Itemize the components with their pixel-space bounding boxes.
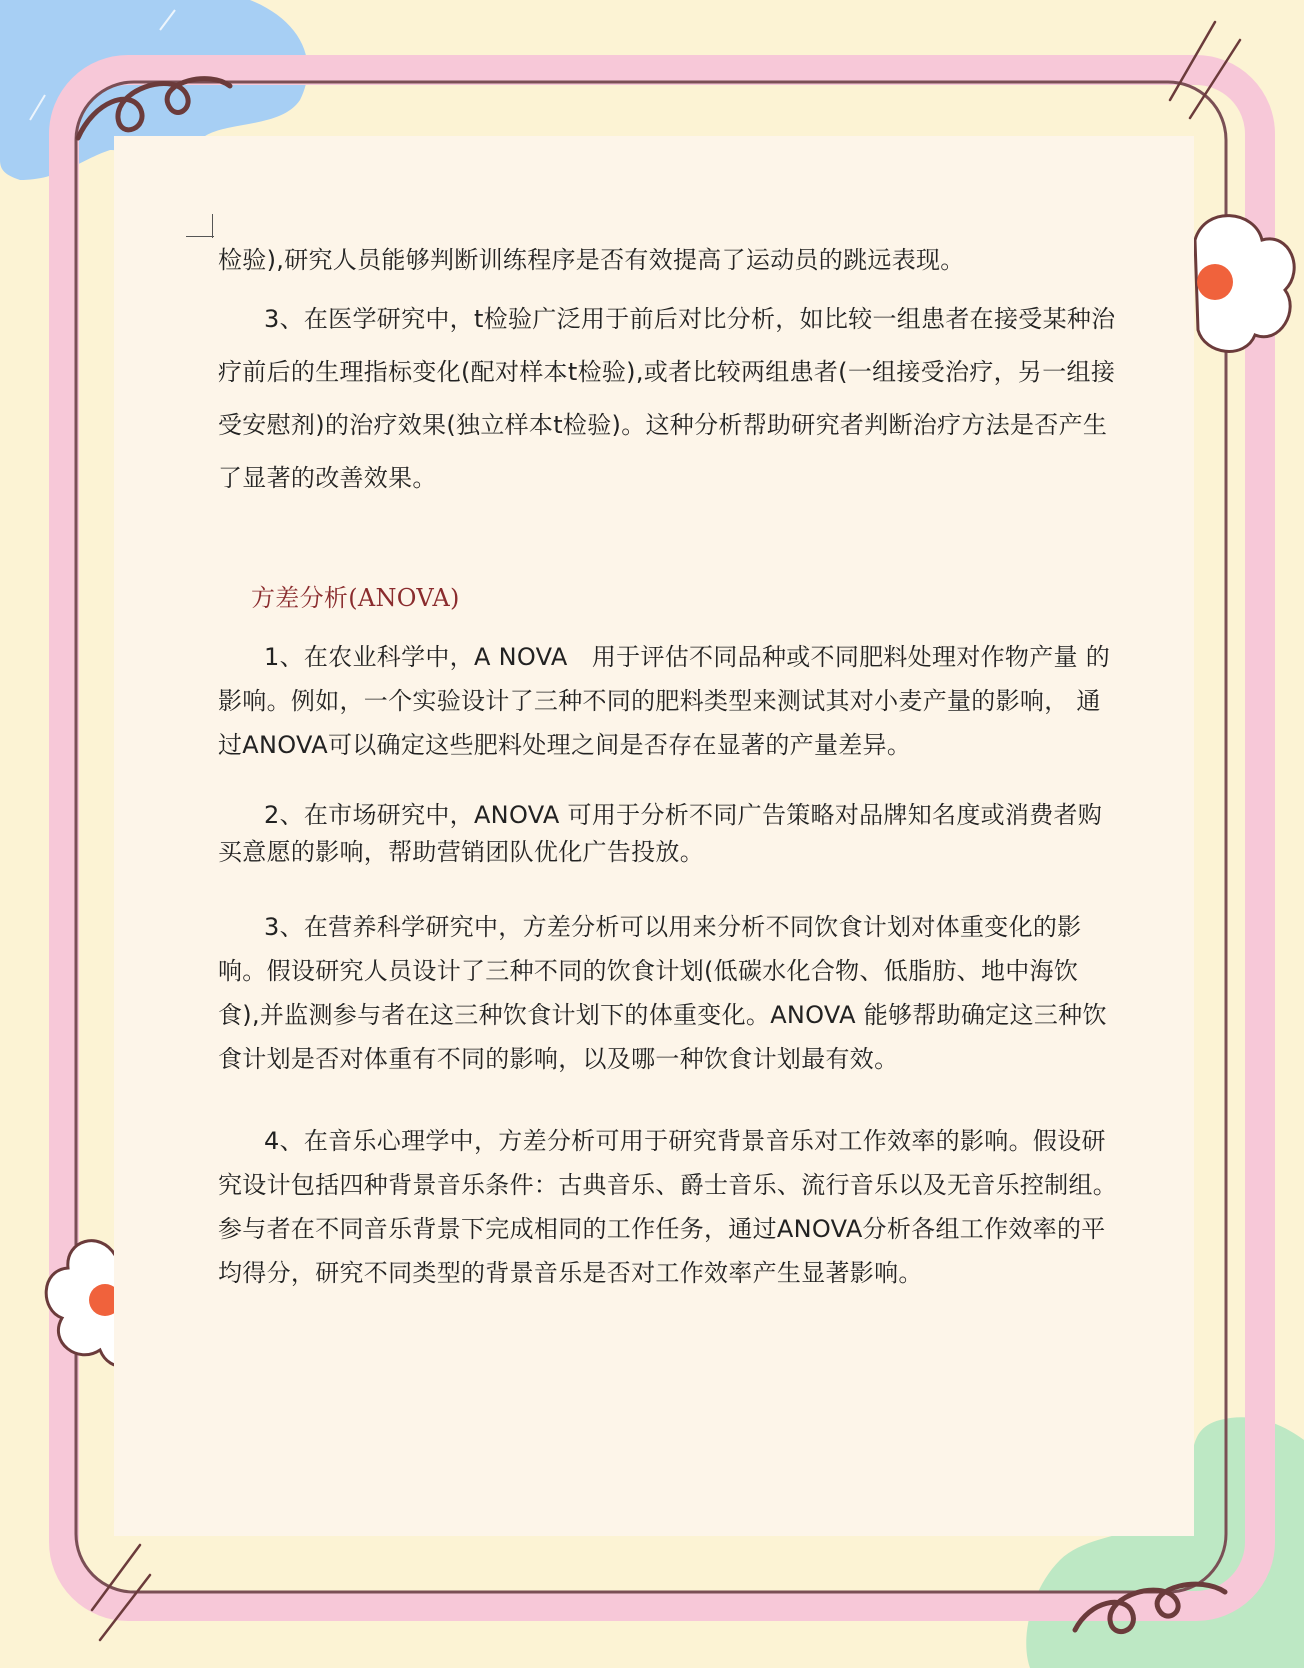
anova-item-market: 2、在市场研究中，ANOVA 可用于分析不同广告策略对品牌知名度或消费者购买意愿的影响，帮助营销团队优化广告投放。 [218,801,1103,866]
anova-item-music: 4、在音乐心理学中，方差分析可用于研究背景音乐对工作效率的影响。假设研究设计包括四种背景音乐条件：古典音乐、爵士音乐、流行音乐以及无音乐控制组。参与者在不同音乐背景下完成相同的工作任务，通过ANOVA分析各组工作效率的平均得分，研究不同类型的背景音乐是否对工作效率产生显著影响。 [218,1127,1118,1287]
text-cursor-marker [186,214,216,238]
paragraph-ttest-medical: 3、在医学研究中，t检验广泛用于前后对比分析，如比较一组患者在接受某种治疗前后的生理指标变化(配对样本t检验),或者比较两组患者(一组接受治疗，另一组接受安慰剂)的治疗效果(独立样本t检验)。这种分析帮助研究者判断治疗方法是否产生了显著的改善效果。 [218,305,1116,492]
anova-item-agriculture: 1、在农业科学中，A NOVA 用于评估不同品种或不同肥料处理对作物产量 的影响。例如，一个实验设计了三种不同的肥料类型来测试其对小麦产量的影响， 通过ANOVA可以确定这些肥料处理之间是否存在显著的产量差异。 [218,643,1111,759]
flower [1195,216,1294,352]
paragraph-top: 检验),研究人员能够判断训练程序是否有效提高了运动员的跳远表现。 [218,246,965,274]
anova-item-nutrition: 3、在营养科学研究中，方差分析可以用来分析不同饮食计划对体重变化的影响。假设研究人员设计了三种不同的饮食计划(低碳水化合物、低脂肪、地中海饮食),并监测参与者在这三种饮食计划下的体重变化。ANOVA 能够帮助确定这三种饮食计划是否对体重有不同的影响，以及哪一种饮食计划最有效。 [218,913,1107,1073]
section-heading: 方差分析(ANOVA) [251,584,460,612]
document-body [218,240,1118,1295]
anova-list [218,635,1118,1295]
